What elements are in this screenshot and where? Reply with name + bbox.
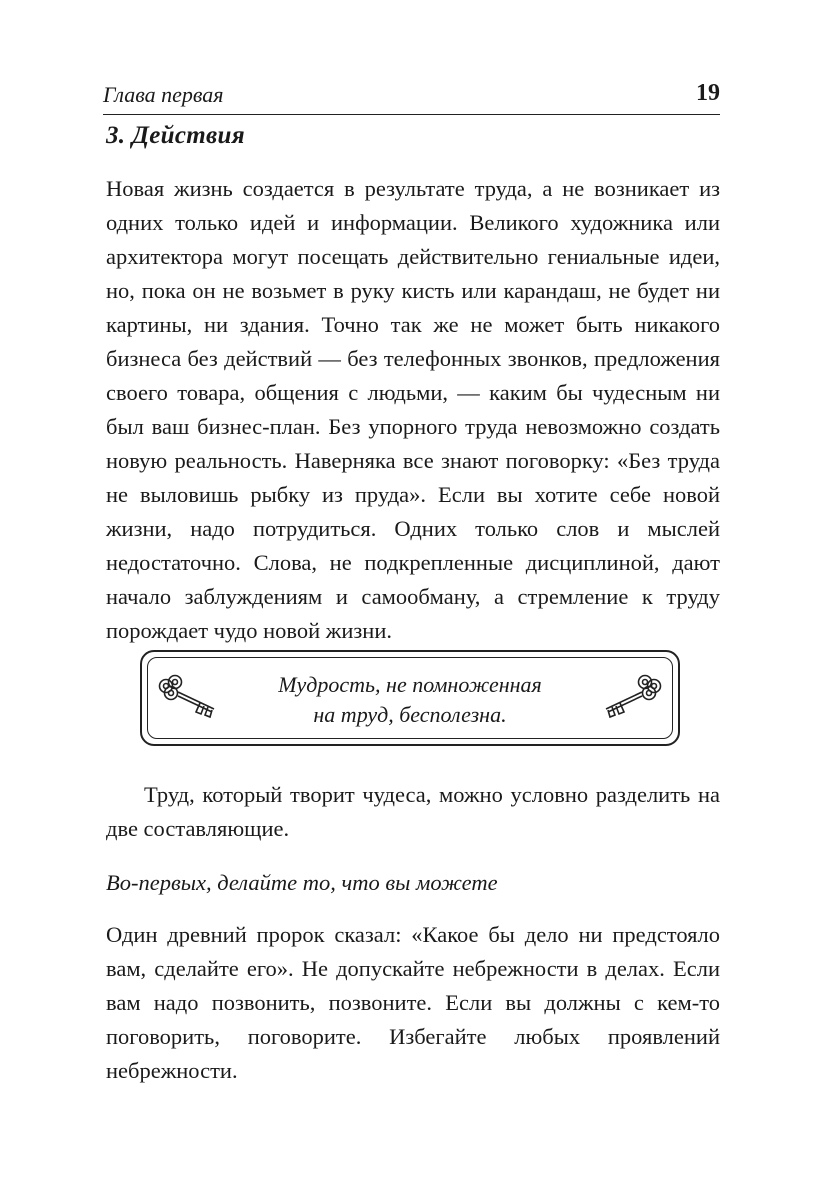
quote-text: [237, 670, 583, 730]
section-title: 3. Действия: [106, 122, 245, 149]
key-icon: [596, 672, 664, 722]
page-number: 19: [696, 80, 720, 106]
body-paragraph-1: Новая жизнь создается в результате труда, а не возникает из одних только идей и информации. Великого художника или архитектора могут посещать действительно гениальные идеи, но, пока он не возьмет в руку кисть или карандаш, не будет ни картины, ни здания. Точно так же не может быть никакого бизнеса без действий — без телефонных звонков, предложения своего товара, общения с людьми, — каким бы чудесным ни был ваш бизнес-план. Без упорного труда невозможно создать новую реальность. Наверняка все знают поговорку: «Без труда не выловишь рыбку из пруда». Если вы хотите себе новой жизни, надо потрудиться. Одних только слов и мыслей недостаточно. Слова, не подкрепленные дисциплиной, дают начало заблуждениям и самообману, а стремление к труду порождает чудо новой жизни.: [106, 176, 720, 643]
body-paragraph-2: Труд, который творит чудеса, можно условно разделить на две составляющие.: [106, 782, 720, 841]
running-head: Глава первая: [103, 82, 224, 107]
quote-line-2: на труд, бесполезна.: [313, 702, 507, 727]
subheading: Во-первых, делайте то, что вы можете: [106, 870, 498, 895]
page-header: [103, 80, 720, 115]
quote-line-1: Мудрость, не помноженная: [278, 672, 542, 697]
body-paragraph-3: Один древний пророк сказал: «Какое бы дело ни предстояло вам, сделайте его». Не допускайте небрежности в делах. Если вам надо позвонить, позвоните. Если вы должны с кем-то поговорить, поговорите. Избегайте любых проявлений небрежности.: [106, 922, 720, 1083]
key-icon: [156, 672, 224, 722]
quote-box: [140, 650, 680, 746]
